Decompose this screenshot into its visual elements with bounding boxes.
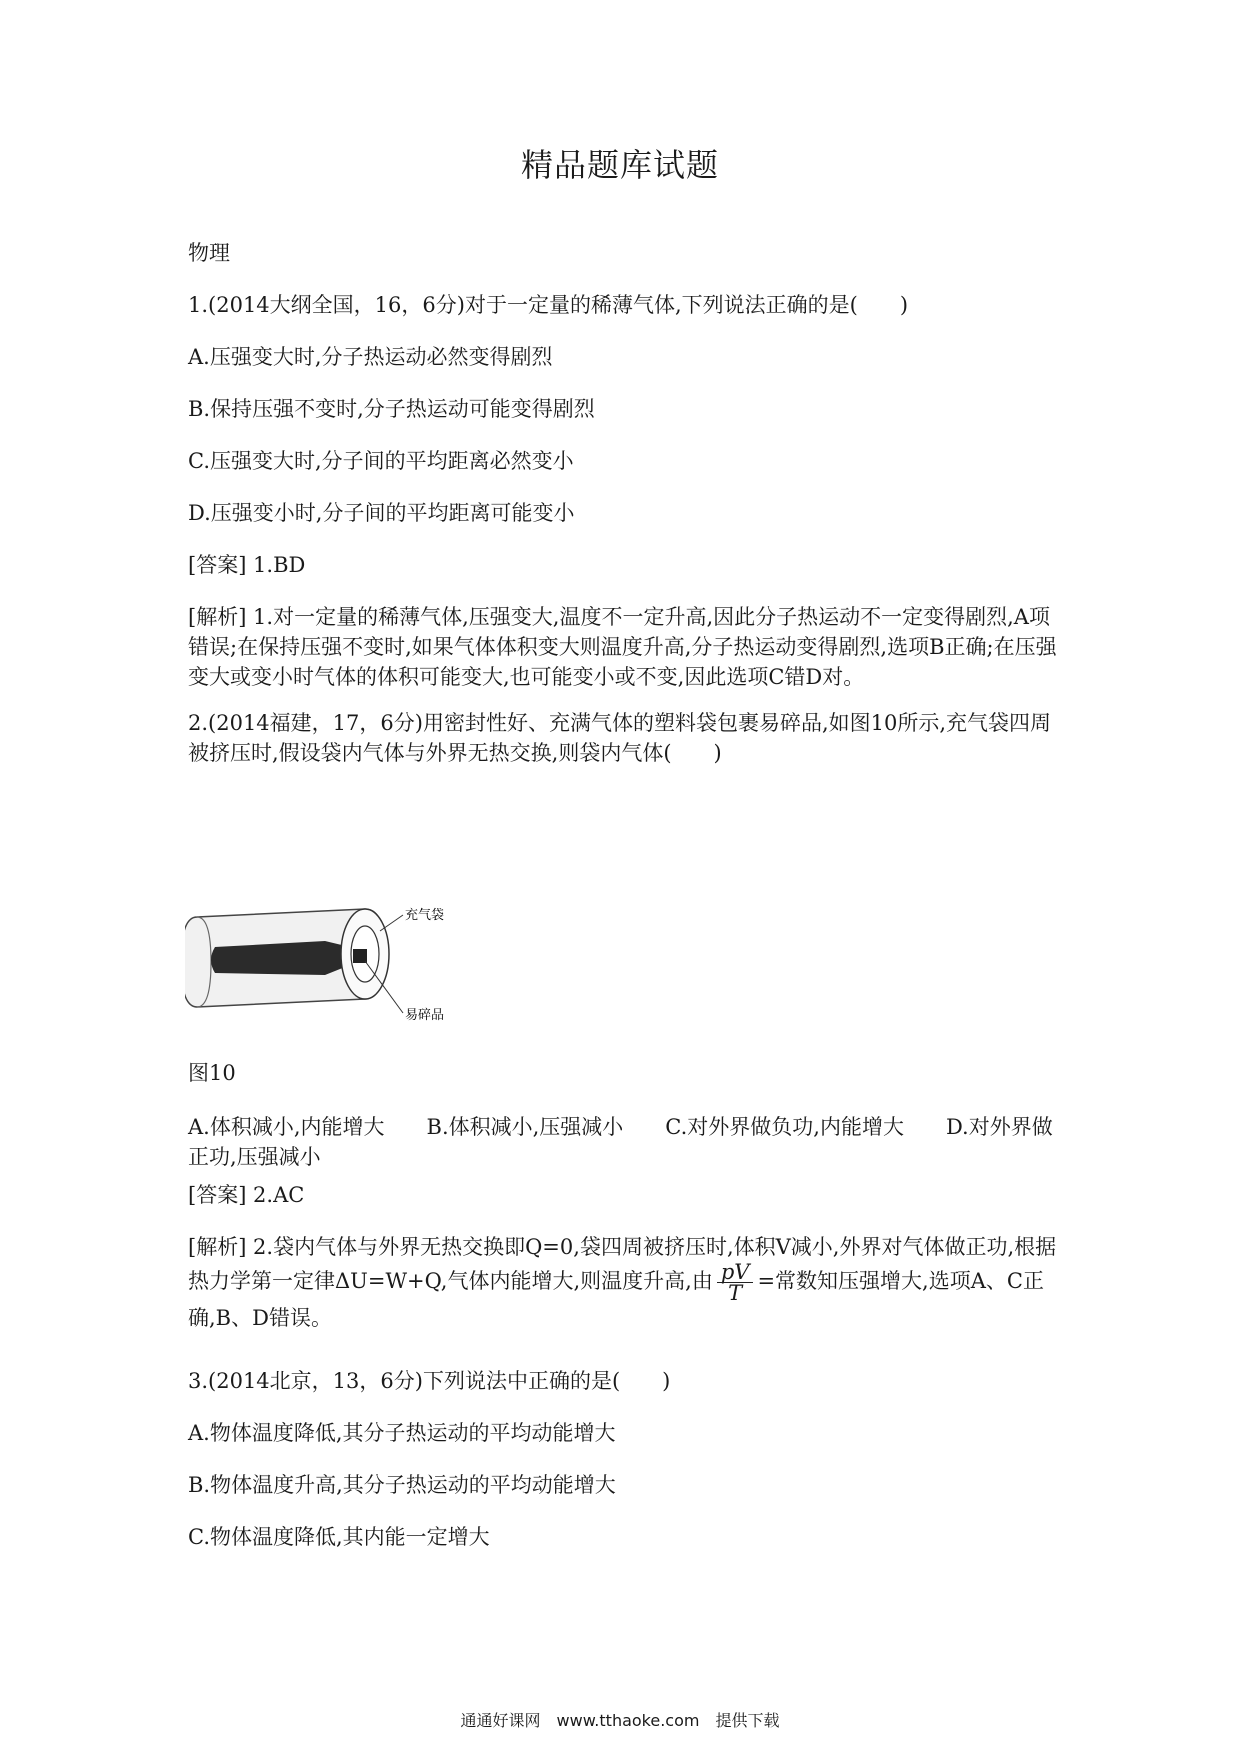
frac-numerator: pV bbox=[717, 1262, 754, 1283]
q2-answer: [答案] 2.AC bbox=[188, 1183, 305, 1207]
q3-option-b: B.物体温度升高,其分子热运动的平均动能增大 bbox=[188, 1473, 616, 1497]
q2-analysis bbox=[188, 1232, 1068, 1333]
q3-stem: 3.(2014北京，13，6分)下列说法中正确的是( ) bbox=[188, 1369, 671, 1393]
q1-answer: [答案] 1.BD bbox=[188, 553, 306, 577]
frac-denominator: T bbox=[728, 1281, 743, 1305]
q1-option-b: B.保持压强不变时,分子热运动可能变得剧烈 bbox=[188, 397, 595, 421]
q1-option-a: A.压强变大时,分子热运动必然变得剧烈 bbox=[188, 345, 553, 369]
figure-10 bbox=[185, 895, 475, 1035]
figure-caption: 图10 bbox=[188, 1061, 236, 1085]
label-fragile-item: 易碎品 bbox=[405, 1008, 445, 1023]
q3-option-a: A.物体温度降低,其分子热运动的平均动能增大 bbox=[188, 1421, 616, 1445]
label-inflatable-bag: 充气袋 bbox=[405, 908, 445, 923]
q2-analysis-part1: [解析] 2.袋内气体与外界无热交换即Q=0,袋四周被挤压时,体积V减小,外界对气体做正功,根据热力学第一定律ΔU=W+Q,气体内能增大,则温度升高,由 bbox=[188, 1235, 1057, 1293]
q2-stem: 2.(2014福建，17，6分)用密封性好、充满气体的塑料袋包裹易碎品,如图10所示,充气袋四周被挤压时,假设袋内气体与外界无热交换,则袋内气体( ) bbox=[188, 711, 1052, 765]
q2-analysis-part2: =常数知压强增大,选项A、C正确,B、D错误。 bbox=[188, 1269, 1044, 1330]
footer-source: 通通好课网 www.tthaoke.com 提供下载 bbox=[460, 1711, 780, 1730]
pv-over-t-fraction bbox=[717, 1262, 754, 1303]
page-title: 精品题库试题 bbox=[520, 146, 719, 184]
q1-option-c: C.压强变大时,分子间的平均距离必然变小 bbox=[188, 449, 574, 473]
q3-option-c: C.物体温度降低,其内能一定增大 bbox=[188, 1525, 490, 1549]
q1-stem: 1.(2014大纲全国，16，6分)对于一定量的稀薄气体,下列说法正确的是( ) bbox=[188, 293, 909, 317]
q1-analysis: [解析] 1.对一定量的稀薄气体,压强变大,温度不一定升高,因此分子热运动不一定变得剧烈,A项错误;在保持压强不变时,如果气体体积变大则温度升高,分子热运动变得剧烈,选项B正确;在压强变大或变小时气体的体积可能变大,也可能变小或不变,因此选项C错D对。 bbox=[188, 605, 1057, 689]
q2-options: A.体积减小,内能增大 B.体积减小,压强减小 C.对外界做负功,内能增大 D.对外界做正功,压强减小 bbox=[188, 1115, 1053, 1169]
subject-label: 物理 bbox=[188, 241, 230, 265]
packaging-bag-illustration bbox=[185, 895, 475, 1035]
q1-option-d: D.压强变小时,分子间的平均距离可能变小 bbox=[188, 501, 575, 525]
